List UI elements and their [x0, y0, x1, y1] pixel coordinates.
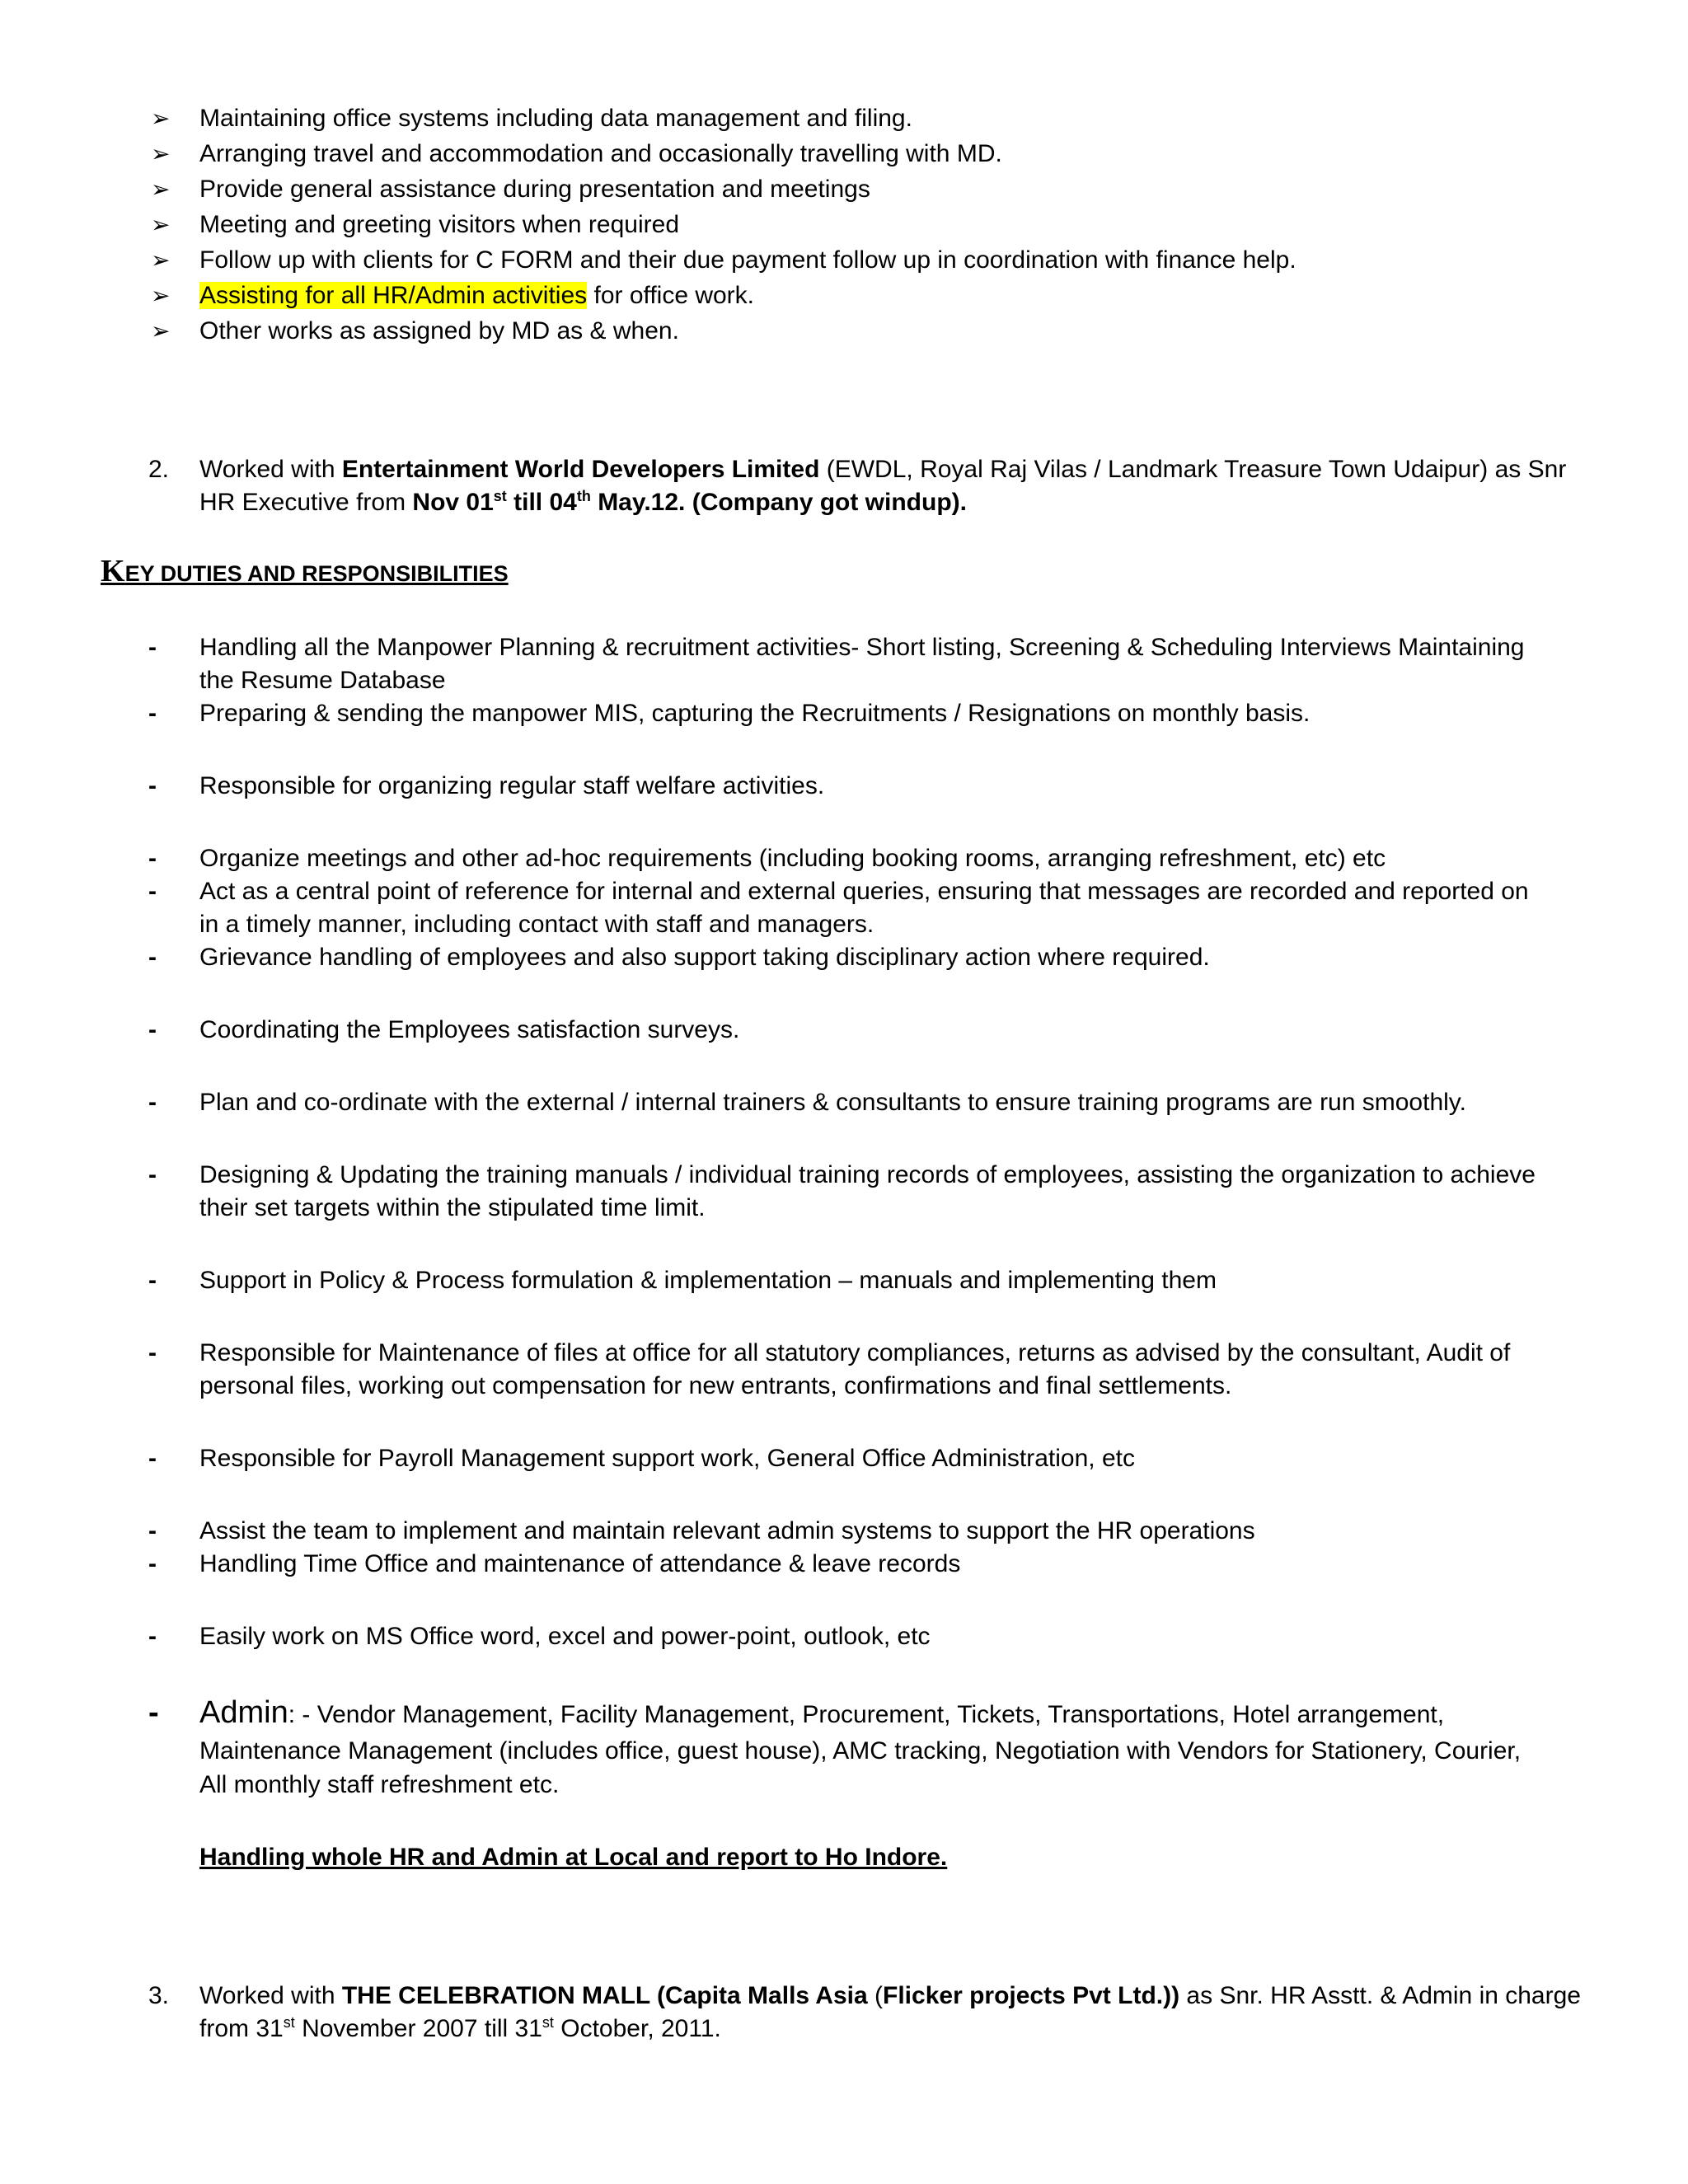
company-name: THE CELEBRATION MALL (Capita Malls Asia — [341, 1982, 868, 2009]
duty-text: the Resume Database — [199, 667, 446, 694]
duty-text: Support in Policy & Process formulation & implementation – manuals and implementing them — [199, 1267, 1217, 1294]
job-number: 2. — [148, 456, 170, 483]
dash-bullet: - — [148, 1161, 157, 1188]
duty-text: Organize meetings and other ad-hoc requirements (including booking rooms, arranging refreshment, etc) etc — [199, 845, 1386, 872]
arrow-bullet-icon: ➢ — [151, 105, 171, 131]
duty-text: Designing & Updating the training manuals / individual training records of employees, assisting the organization to achieve — [199, 1161, 1536, 1188]
dash-bullet: - — [148, 845, 157, 872]
admin-line: All monthly staff refreshment etc. — [199, 1771, 560, 1798]
dash-bullet: - — [148, 944, 157, 971]
arrow-bullet-icon: ➢ — [151, 247, 171, 273]
highlighted-text: Assisting for all HR/Admin activities — [199, 282, 588, 309]
dash-bullet: - — [148, 1339, 157, 1366]
duty-text: Responsible for organizing regular staff welfare activities. — [199, 772, 825, 799]
dash-bullet: - — [148, 1089, 157, 1116]
duty-text: Handling Time Office and maintenance of attendance & leave records — [199, 1550, 961, 1577]
duty-text: Grievance handling of employees and also support taking disciplinary action where required. — [199, 944, 1210, 971]
bullet-text: Provide general assistance during presentation and meetings — [199, 176, 870, 203]
arrow-bullet-icon: ➢ — [151, 176, 171, 202]
arrow-bullet-icon: ➢ — [151, 283, 171, 308]
job-title-line: Worked with THE CELEBRATION MALL (Capita Malls Asia (Flicker projects Pvt Ltd.)) as Snr. HR Asstt. & Admin in charge — [199, 1982, 1581, 2009]
dash-bullet: - — [148, 878, 157, 905]
bullet-text: Other works as assigned by MD as & when. — [199, 317, 679, 344]
section-heading: KEY DUTIES AND RESPONSIBILITIES — [101, 554, 509, 588]
bullet-text: Maintaining office systems including data management and filing. — [199, 105, 912, 132]
duty-text: Easily work on MS Office word, excel and power-point, outlook, etc — [199, 1623, 931, 1650]
bullet-text: Meeting and greeting visitors when required — [199, 211, 679, 238]
dash-bullet: - — [148, 772, 157, 799]
dash-bullet: - — [148, 700, 157, 727]
duty-text: Responsible for Payroll Management support work, General Office Administration, etc — [199, 1445, 1135, 1472]
duty-text: Handling all the Manpower Planning & recruitment activities- Short listing, Screening & Scheduling Interviews Maintaining — [199, 634, 1525, 661]
dash-bullet: - — [148, 1695, 159, 1730]
dash-bullet: - — [148, 1267, 157, 1294]
arrow-bullet-icon: ➢ — [151, 318, 171, 344]
admin-line: Maintenance Management (includes office, guest house), AMC tracking, Negotiation with Vendors for Stationery, Courier, — [199, 1737, 1522, 1765]
duty-text: Plan and co-ordinate with the external / internal trainers & consultants to ensure training programs are run smoothly. — [199, 1089, 1466, 1116]
job-period-line: HR Executive from Nov 01st till 04th May.12. (Company got windup). — [199, 488, 967, 516]
job-title-line: Worked with Entertainment World Developers Limited (EWDL, Royal Raj Vilas / Landmark Treasure Town Udaipur) as Snr — [199, 456, 1567, 483]
arrow-bullet-icon: ➢ — [151, 212, 171, 237]
duty-text: Preparing & sending the manpower MIS, capturing the Recruitments / Resignations on monthly basis. — [199, 700, 1311, 727]
dash-bullet: - — [148, 1517, 157, 1544]
bullet-text: Follow up with clients for C FORM and their due payment follow up in coordination with finance help. — [199, 246, 1296, 274]
bullet-text: Assisting for all HR/Admin activities for office work. — [199, 282, 755, 309]
duty-text: personal files, working out compensation for new entrants, confirmations and final settlements. — [199, 1372, 1232, 1399]
duty-text: in a timely manner, including contact with staff and managers. — [199, 911, 874, 938]
dash-bullet: - — [148, 1445, 157, 1472]
duty-text: Act as a central point of reference for internal and external queries, ensuring that messages are recorded and reported on — [199, 878, 1529, 905]
company-name: Entertainment World Developers Limited — [341, 456, 820, 483]
bullet-text: Arranging travel and accommodation and occasionally travelling with MD. — [199, 140, 1002, 167]
handling-note: Handling whole HR and Admin at Local and report to Ho Indore. — [199, 1844, 948, 1871]
admin-line: Admin: - Vendor Management, Facility Management, Procurement, Tickets, Transportations, Hotel arrangement, — [199, 1695, 1445, 1730]
dash-bullet: - — [148, 1016, 157, 1043]
duty-text: Responsible for Maintenance of files at office for all statutory compliances, returns as advised by the consultant, Audit of — [199, 1339, 1511, 1366]
job-period-line: from 31st November 2007 till 31st October, 2011. — [199, 2014, 721, 2042]
duty-text: Coordinating the Employees satisfaction surveys. — [199, 1016, 740, 1043]
duty-text: their set targets within the stipulated time limit. — [199, 1194, 706, 1221]
duty-text: Assist the team to implement and maintain relevant admin systems to support the HR operations — [199, 1517, 1255, 1544]
arrow-bullet-icon: ➢ — [151, 141, 171, 166]
admin-label: Admin — [199, 1695, 288, 1730]
dash-bullet: - — [148, 634, 157, 661]
job-number: 3. — [148, 1982, 170, 2009]
company-name: Flicker projects Pvt Ltd.)) — [883, 1982, 1180, 2009]
dash-bullet: - — [148, 1550, 157, 1577]
dash-bullet: - — [148, 1623, 157, 1650]
